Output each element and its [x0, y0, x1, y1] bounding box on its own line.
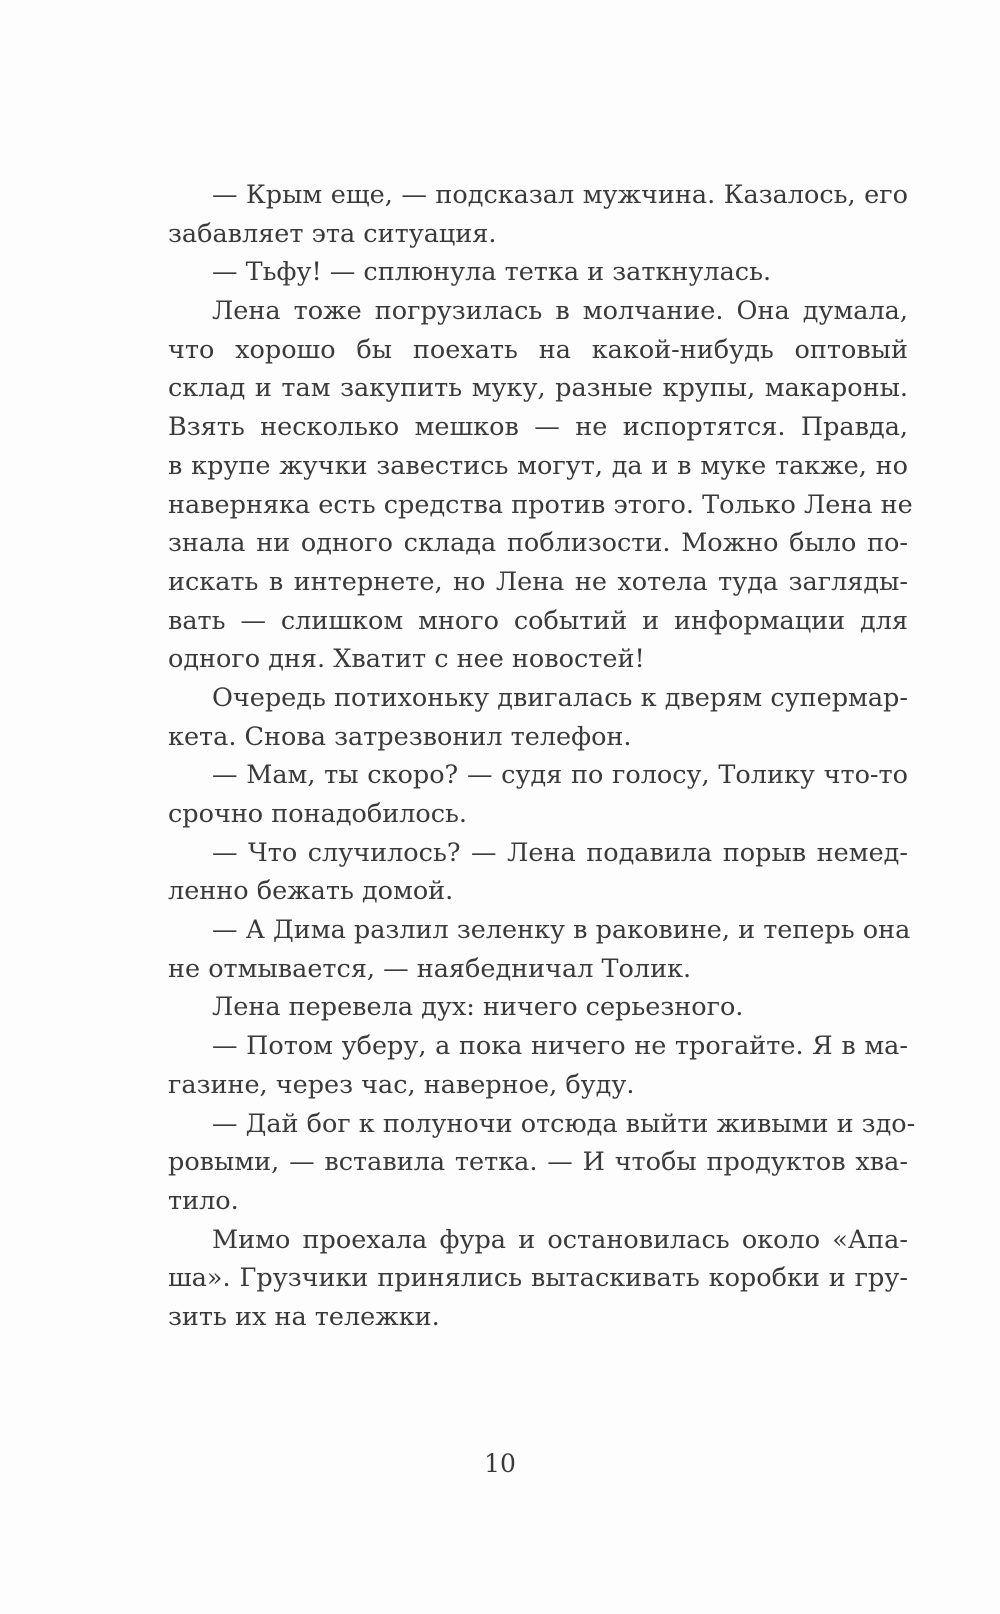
body-text [168, 176, 916, 1337]
text-line: Очередь потихоньку двигалась к дверям супермар- [212, 682, 908, 713]
text-line: вать — слишком много событий и информации для [168, 605, 908, 636]
text-line: — Потом уберу, а пока ничего не трогайте. Я в ма- [212, 1031, 908, 1062]
text-line: одного дня. Хватит с нее новостей! [168, 644, 645, 675]
text-line: — Крым еще, — подсказал мужчина. Казалось, его [212, 180, 908, 210]
text-line: в крупе жучки завестись могут, да и в муке также, но [168, 450, 908, 481]
text-line: — А Дима разлил зеленку в раковине, и теперь она [212, 915, 911, 946]
text-line: — Тьфу! — сплюнула тетка и заткнулась. [212, 257, 772, 288]
text-line: — Дай бог к полуночи отсюда выйти живыми и здо- [212, 1108, 916, 1139]
text-line: ленно бежать домой. [168, 876, 454, 907]
text-line: искать в интернете, но Лена не хотела туда загляды- [168, 566, 908, 597]
text-line: знала ни одного склада поблизости. Можно было по- [168, 528, 908, 559]
text-line: склад и там закупить муку, разные крупы, макароны. [168, 373, 908, 404]
text-line: не отмывается, — наябедничал Толик. [168, 953, 692, 984]
text-line: — Что случилось? — Лена подавила порыв немед- [212, 837, 908, 868]
text-line: Мимо проехала фура и остановилась около «Апа- [212, 1224, 908, 1255]
text-line: Лена тоже погрузилась в молчание. Она думала, [212, 296, 908, 327]
text-line: — Мам, ты скоро? — судя по голосу, Толику что-то [212, 760, 908, 791]
page-number: 10 [484, 1449, 516, 1478]
text-line: Взять несколько мешков — не испортятся. Правда, [168, 412, 908, 443]
text-line: забавляет эта ситуация. [168, 218, 497, 249]
text-line: срочно понадобилось. [168, 799, 468, 829]
text-line: газине, через час, наверное, буду. [168, 1069, 635, 1100]
text-line: что хорошо бы поехать на какой-нибудь оптовый [168, 334, 908, 365]
text-line: тило. [168, 1185, 239, 1216]
text-line: Лена перевела дух: ничего серьезного. [212, 992, 744, 1023]
text-line: ровыми, — вставила тетка. — И чтобы продуктов хва- [168, 1147, 908, 1178]
text-line: кета. Снова затрезвонил телефон. [168, 721, 632, 752]
text-line: наверняка есть средства против этого. Только Лена не [168, 489, 913, 520]
text-line: ша». Грузчики принялись вытаскивать коробки и гру- [168, 1263, 908, 1294]
text-line: зить их на тележки. [168, 1301, 440, 1332]
